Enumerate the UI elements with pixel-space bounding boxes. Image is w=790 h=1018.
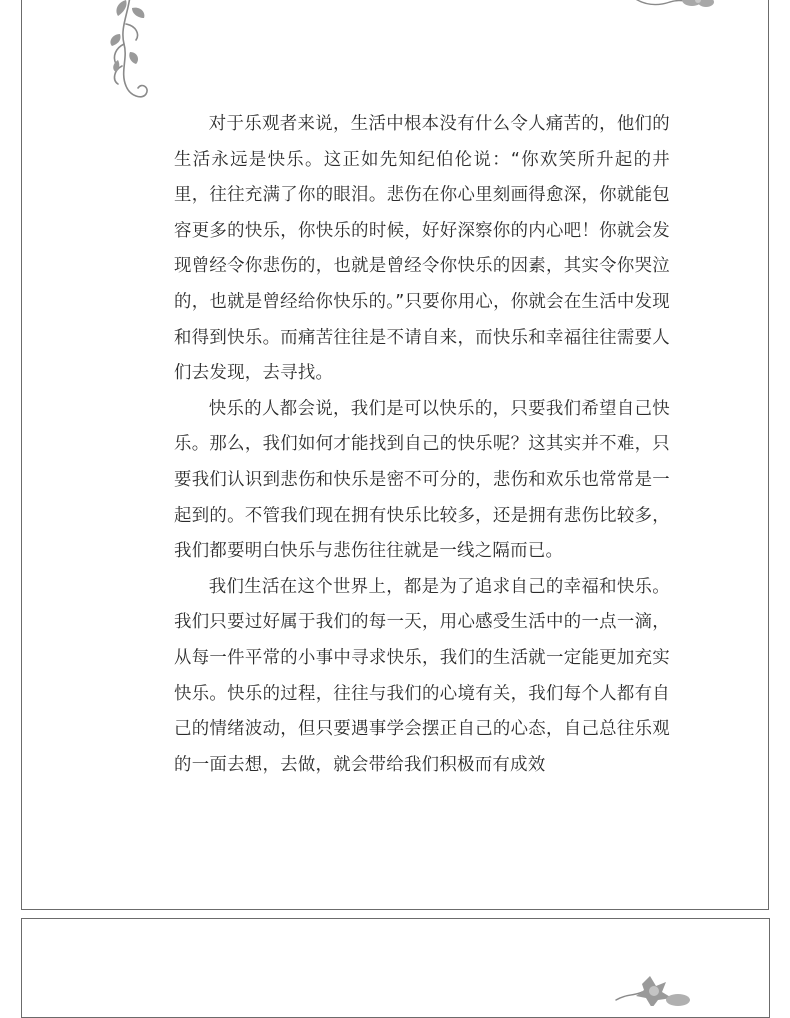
paragraph: 我们生活在这个世界上，都是为了追求自己的幸福和快乐。我们只要过好属于我们的每一天，用心感受生活中的一点一滴，从每一件平常的小事中寻求快乐，我们的生活就一定能更加充实快乐。快乐的过程，往往与我们的心境有关，我们每个人都有自己的情绪波动，但只要遇事学会摆正自己的心态，自己总往乐观的一面去想，去做，就会带给我们积极而有成效 [174, 576, 670, 775]
article-body [174, 107, 670, 783]
vine-ornament-icon [90, 0, 160, 114]
flower-ornament-icon [612, 974, 702, 1006]
paragraph: 快乐的人都会说，我们是可以快乐的，只要我们希望自己快乐。那么，我们如何才能找到自己的快乐呢？这其实并不难，只要我们认识到悲伤和快乐是密不可分的，悲伤和欢乐也常常是一起到的。不管我们现在拥有快乐比较多，还是拥有悲伤比较多，我们都要明白快乐与悲伤往往就是一线之隔而已。 [174, 398, 670, 562]
flower-ornament-icon [630, 0, 725, 18]
paragraph: 对于乐观者来说，生活中根本没有什么令人痛苦的，他们的生活永远是快乐。这正如先知纪伯伦说：“你欢笑所升起的井里，往往充满了你的眼泪。悲伤在你心里刻画得愈深，你就能包容更多的快乐，你快乐的时候，好好深察你的内心吧！你就会发现曾经令你悲伤的，也就是曾经令你快乐的因素，其实令你哭泣的，也就是曾经给你快乐的。”只要你用心，你就会在生活中发现和得到快乐。而痛苦往往是不请自来，而快乐和幸福往往需要人们去发现，去寻找。 [174, 114, 670, 384]
